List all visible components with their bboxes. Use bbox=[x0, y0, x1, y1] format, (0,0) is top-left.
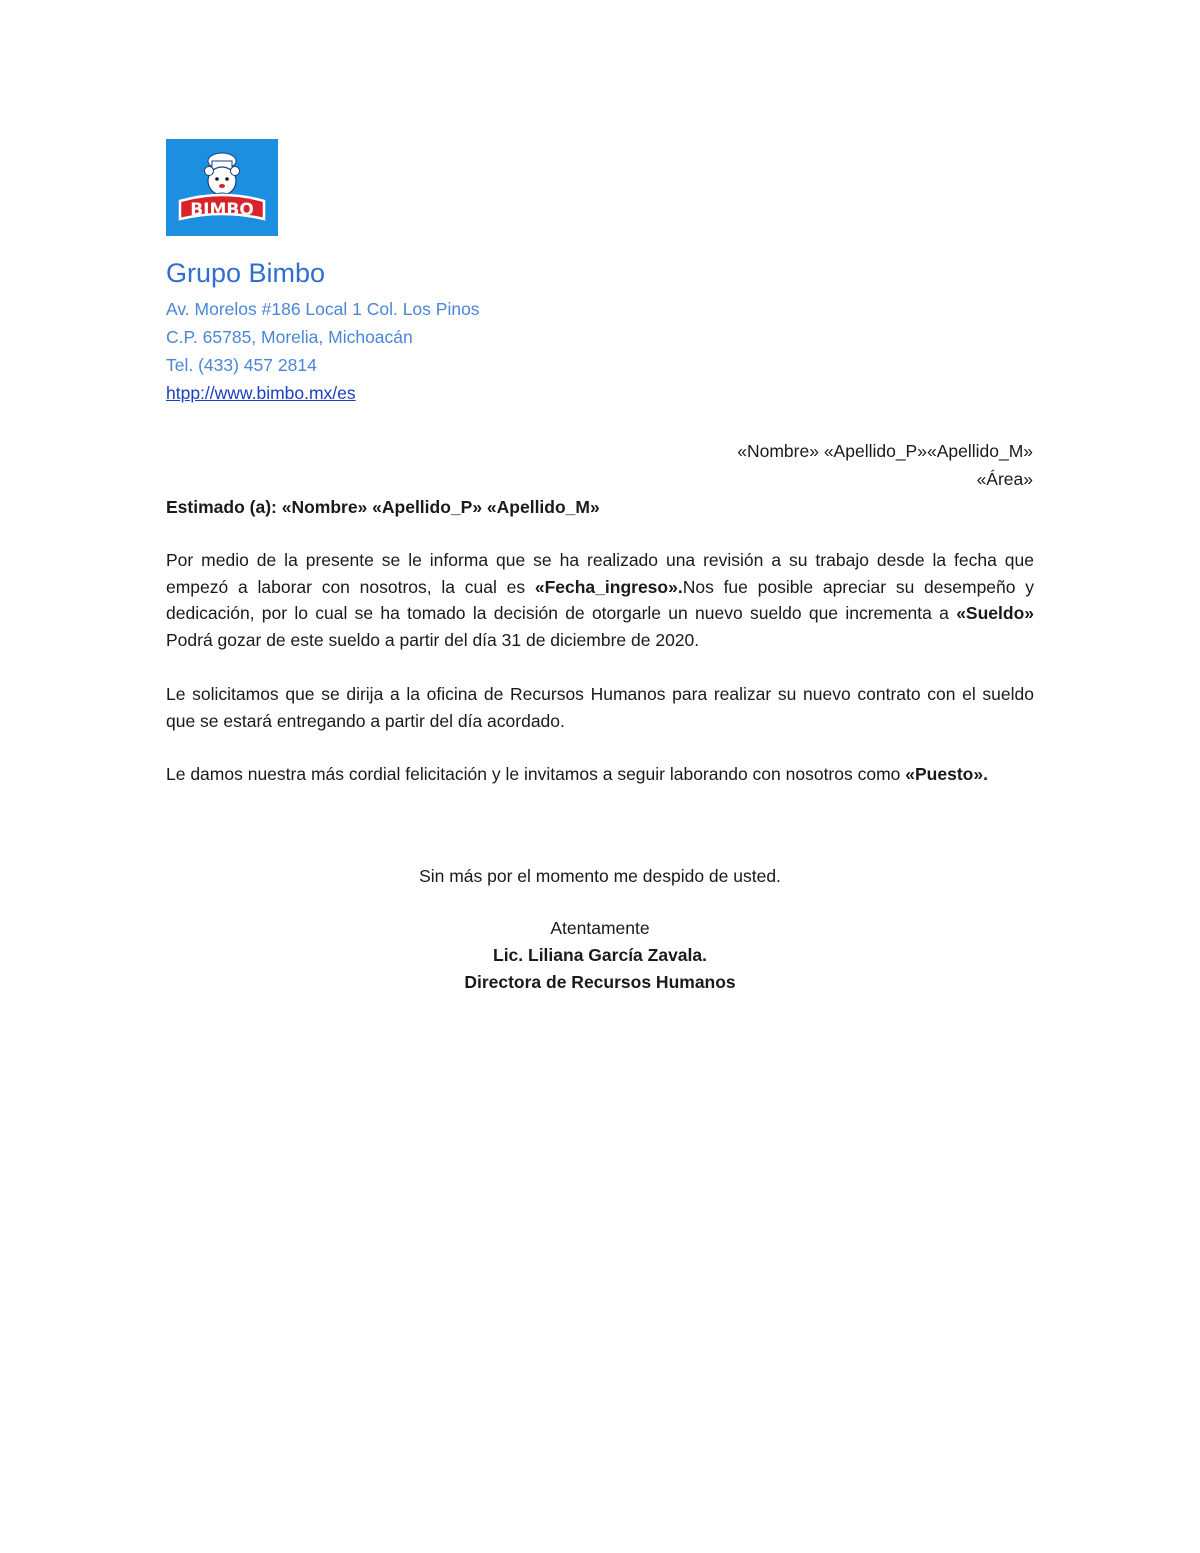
bimbo-logo bbox=[166, 139, 278, 236]
recipient-name: «Nombre» «Apellido_P»«Apellido_M» bbox=[737, 441, 1033, 461]
company-address-line1: Av. Morelos #186 Local 1 Col. Los Pinos bbox=[166, 299, 480, 319]
p1-text-a: Por medio de la presente se le informa que se ha realizado una revisión a su trabajo desde la fecha que empezó a laborar con nosotros, la cual es bbox=[166, 550, 1034, 597]
closing-line: Sin más por el momento me despido de usted. bbox=[419, 866, 781, 886]
bimbo-bear-icon bbox=[166, 139, 278, 236]
company-phone: Tel. (433) 457 2814 bbox=[166, 355, 317, 375]
body-paragraph-1 bbox=[166, 547, 1034, 653]
field-puesto: «Puesto». bbox=[905, 764, 988, 784]
greeting: Estimado (a): «Nombre» «Apellido_P» «Apellido_M» bbox=[166, 497, 600, 517]
company-address-line2: C.P. 65785, Morelia, Michoacán bbox=[166, 327, 413, 347]
p1-text-c: Podrá gozar de este sueldo a partir del día 31 de diciembre de 2020. bbox=[166, 629, 700, 650]
recipient-area: «Área» bbox=[976, 469, 1033, 489]
field-sueldo: «Sueldo» bbox=[956, 603, 1034, 623]
signer-name: Lic. Liliana García Zavala. bbox=[493, 945, 707, 965]
p1-text-b: Nos fue posible apreciar su desempeño y dedicación, por lo cual se ha tomado la decisión de otorgarle un nuevo sueldo que incrementa a bbox=[166, 576, 1034, 623]
p3-text: Le damos nuestra más cordial felicitación y le invitamos a seguir laborando con nosotros como bbox=[166, 764, 906, 784]
salutation: Atentamente bbox=[550, 918, 650, 938]
signer-role: Directora de Recursos Humanos bbox=[464, 972, 736, 992]
body-paragraph-3 bbox=[166, 761, 1034, 788]
field-fecha-ingreso: «Fecha_ingreso». bbox=[534, 576, 683, 597]
company-name: Grupo Bimbo bbox=[166, 258, 326, 288]
company-website-link[interactable]: htpp://www.bimbo.mx/es bbox=[166, 383, 356, 403]
body-paragraph-2: Le solicitamos que se dirija a la oficina de Recursos Humanos para realizar su nuevo contrato con el sueldo que se estará entregando a partir del día acordado. bbox=[166, 684, 1034, 731]
logo-text: BIMBO bbox=[190, 200, 254, 220]
